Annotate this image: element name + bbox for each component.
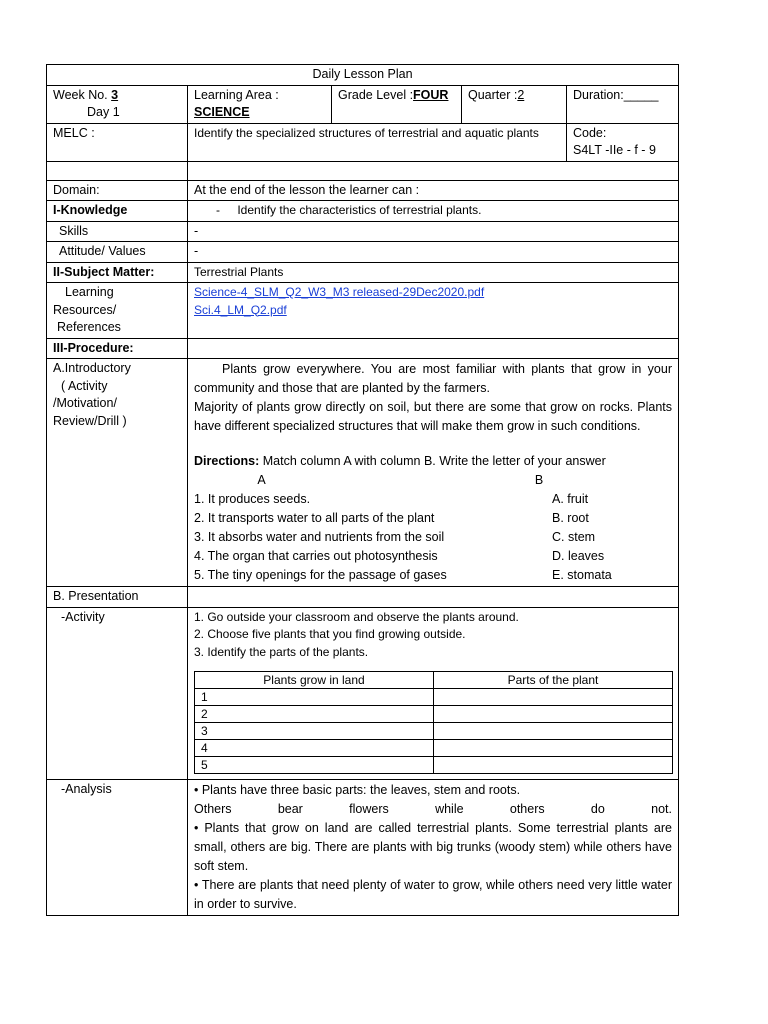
analysis-content: [188, 780, 679, 916]
match-item-b: E. stomata: [552, 568, 612, 582]
grade-level-label: Grade Level :: [338, 87, 414, 102]
resources-label-1: Learning: [65, 285, 114, 299]
domain-row: [47, 180, 679, 201]
match-item-b: C. stem: [552, 530, 596, 544]
resources-links-cell: [188, 283, 679, 339]
match-item-a: 4. The organ that carries out photosynthesis: [194, 549, 438, 563]
table-row: [195, 706, 673, 723]
attitude-label: Attitude/ Values: [47, 242, 188, 263]
introductory-label-1: A.Introductory: [53, 361, 131, 375]
analysis-row: [47, 780, 679, 916]
procedure-label: III-Procedure:: [47, 338, 188, 359]
knowledge-row: [47, 201, 679, 222]
plants-table: [194, 671, 673, 774]
match-item: [194, 547, 672, 566]
introductory-row: [47, 359, 679, 587]
introductory-label-cell: [47, 359, 188, 587]
blank-row: [47, 161, 679, 180]
table-row: [195, 740, 673, 757]
plant-parts-cell[interactable]: [434, 740, 673, 757]
activity-step: 3. Identify the parts of the plants.: [194, 644, 369, 659]
presentation-blank: [188, 587, 679, 608]
plant-row-number: 2: [195, 706, 434, 723]
code-cell: [567, 123, 679, 161]
knowledge-cell: [188, 201, 679, 222]
table-row: [195, 757, 673, 774]
skills-row: [47, 221, 679, 242]
match-item: [194, 509, 672, 528]
intro-paragraph-2: Majority of plants grow directly on soil, but there are some that grow on rocks. Plants have different specialized structures that will make them grow in such conditions.: [194, 400, 673, 433]
plant-parts-cell[interactable]: [434, 706, 673, 723]
plant-parts-cell[interactable]: [434, 757, 673, 774]
presentation-row: [47, 587, 679, 608]
knowledge-text: Identify the characteristics of terrestrial plants.: [237, 203, 482, 217]
day-label: Day 1: [87, 105, 120, 119]
introductory-label-2: ( Activity: [61, 378, 108, 393]
week-cell: [47, 85, 188, 123]
blank-cell: [47, 161, 188, 180]
attitude-text: -: [188, 242, 679, 263]
match-item: [194, 528, 672, 547]
activity-step: 2. Choose five plants that you find growing outside.: [194, 627, 466, 641]
plant-parts-cell[interactable]: [434, 723, 673, 740]
subject-matter-row: [47, 262, 679, 283]
blank-cell: [188, 161, 679, 180]
directions-text: Match column A with column B. Write the letter of your answer: [259, 454, 606, 468]
analysis-label: -Analysis: [47, 780, 188, 916]
match-item: [194, 490, 672, 509]
column-b-header: B: [534, 473, 544, 487]
title-row: [47, 65, 679, 86]
match-item-a: 3. It absorbs water and nutrients from the soil: [194, 530, 445, 544]
subject-matter-text: Terrestrial Plants: [188, 262, 679, 283]
quarter-label: Quarter :: [468, 87, 518, 102]
directions-label: Directions:: [194, 454, 260, 468]
match-item: [194, 566, 672, 585]
plant-row-number: 3: [195, 723, 434, 740]
resources-label-3: References: [57, 320, 121, 334]
match-column-headers: [194, 471, 672, 490]
week-value: 3: [111, 87, 119, 102]
directions: [194, 452, 672, 471]
procedure-row: [47, 338, 679, 359]
quarter-cell: [462, 85, 567, 123]
domain-label: Domain:: [47, 180, 188, 201]
table-row: [195, 723, 673, 740]
skills-label: Skills: [47, 221, 188, 242]
match-item-a: 2. It transports water to all parts of the plant: [194, 511, 435, 525]
resources-label-2: Resources/: [53, 302, 117, 317]
analysis-point: Others bear flowers while others do not.: [194, 802, 673, 816]
resource-link-slm[interactable]: Science-4_SLM_Q2_W3_M3 released-29Dec2020.pdf: [194, 285, 485, 299]
knowledge-label: I-Knowledge: [47, 201, 188, 222]
duration-cell: [567, 85, 679, 123]
grade-level-cell: [332, 85, 462, 123]
table-row: [195, 689, 673, 706]
plant-row-number: 4: [195, 740, 434, 757]
grade-level-value: FOUR: [413, 87, 449, 102]
melc-text: Identify the specialized structures of terrestrial and aquatic plants: [188, 123, 567, 161]
knowledge-bullet: -: [216, 203, 220, 217]
domain-text: At the end of the lesson the learner can :: [188, 180, 679, 201]
plant-parts-cell[interactable]: [434, 689, 673, 706]
header-row: [47, 85, 679, 123]
activity-label: -Activity: [47, 607, 188, 780]
plants-table-head-land: Plants grow in land: [195, 672, 434, 689]
subject-matter-label: II-Subject Matter:: [47, 262, 188, 283]
week-label: Week No.: [53, 87, 108, 102]
activity-row: [47, 607, 679, 780]
procedure-blank: [188, 338, 679, 359]
presentation-label: B. Presentation: [47, 587, 188, 608]
melc-row: [47, 123, 679, 161]
resources-label-cell: [47, 283, 188, 339]
resources-row: [47, 283, 679, 339]
plant-row-number: 5: [195, 757, 434, 774]
learning-area-cell: [188, 85, 332, 123]
attitude-row: [47, 242, 679, 263]
match-item-b: D. leaves: [552, 549, 605, 563]
analysis-point: • Plants that grow on land are called terrestrial plants. Some terrestrial plants are small, others are big. There are plants with big trunks (woody stem) while others have soft stem.: [194, 821, 673, 873]
column-a-header: A: [257, 473, 266, 487]
introductory-label-4: Review/Drill ): [53, 413, 127, 428]
plants-table-header: [195, 672, 673, 689]
match-item-a: 1. It produces seeds.: [194, 492, 311, 506]
code-value: S4LT -IIe - f - 9: [573, 143, 656, 157]
analysis-point: • There are plants that need plenty of water to grow, while others need very little water in order to survive.: [194, 878, 673, 911]
activity-content: [188, 607, 679, 780]
introductory-content: [188, 359, 679, 587]
activity-step: 1. Go outside your classroom and observe the plants around.: [194, 609, 519, 624]
analysis-point: • Plants have three basic parts: the leaves, stem and roots.: [194, 783, 521, 797]
duration-label: Duration:_____: [573, 87, 659, 102]
code-label: Code:: [573, 125, 607, 140]
resource-link-lm[interactable]: Sci.4_LM_Q2.pdf: [194, 302, 287, 317]
learning-area-value: SCIENCE: [194, 105, 250, 119]
match-item-b: A. fruit: [552, 492, 589, 506]
page-title: Daily Lesson Plan: [47, 65, 679, 86]
quarter-value: 2: [517, 87, 525, 102]
skills-text: -: [188, 221, 679, 242]
plants-table-head-parts: Parts of the plant: [434, 672, 673, 689]
lesson-plan-table: [46, 64, 679, 916]
learning-area-label: Learning Area :: [194, 87, 279, 102]
intro-paragraph-1: Plants grow everywhere. You are most familiar with plants that grow in your community and those that are planted by the farmers.: [194, 362, 673, 395]
melc-label: MELC :: [47, 123, 188, 161]
match-item-b: B. root: [552, 511, 589, 525]
introductory-label-3: /Motivation/: [53, 396, 117, 410]
match-item-a: 5. The tiny openings for the passage of gases: [194, 568, 447, 582]
plant-row-number: 1: [195, 689, 434, 706]
